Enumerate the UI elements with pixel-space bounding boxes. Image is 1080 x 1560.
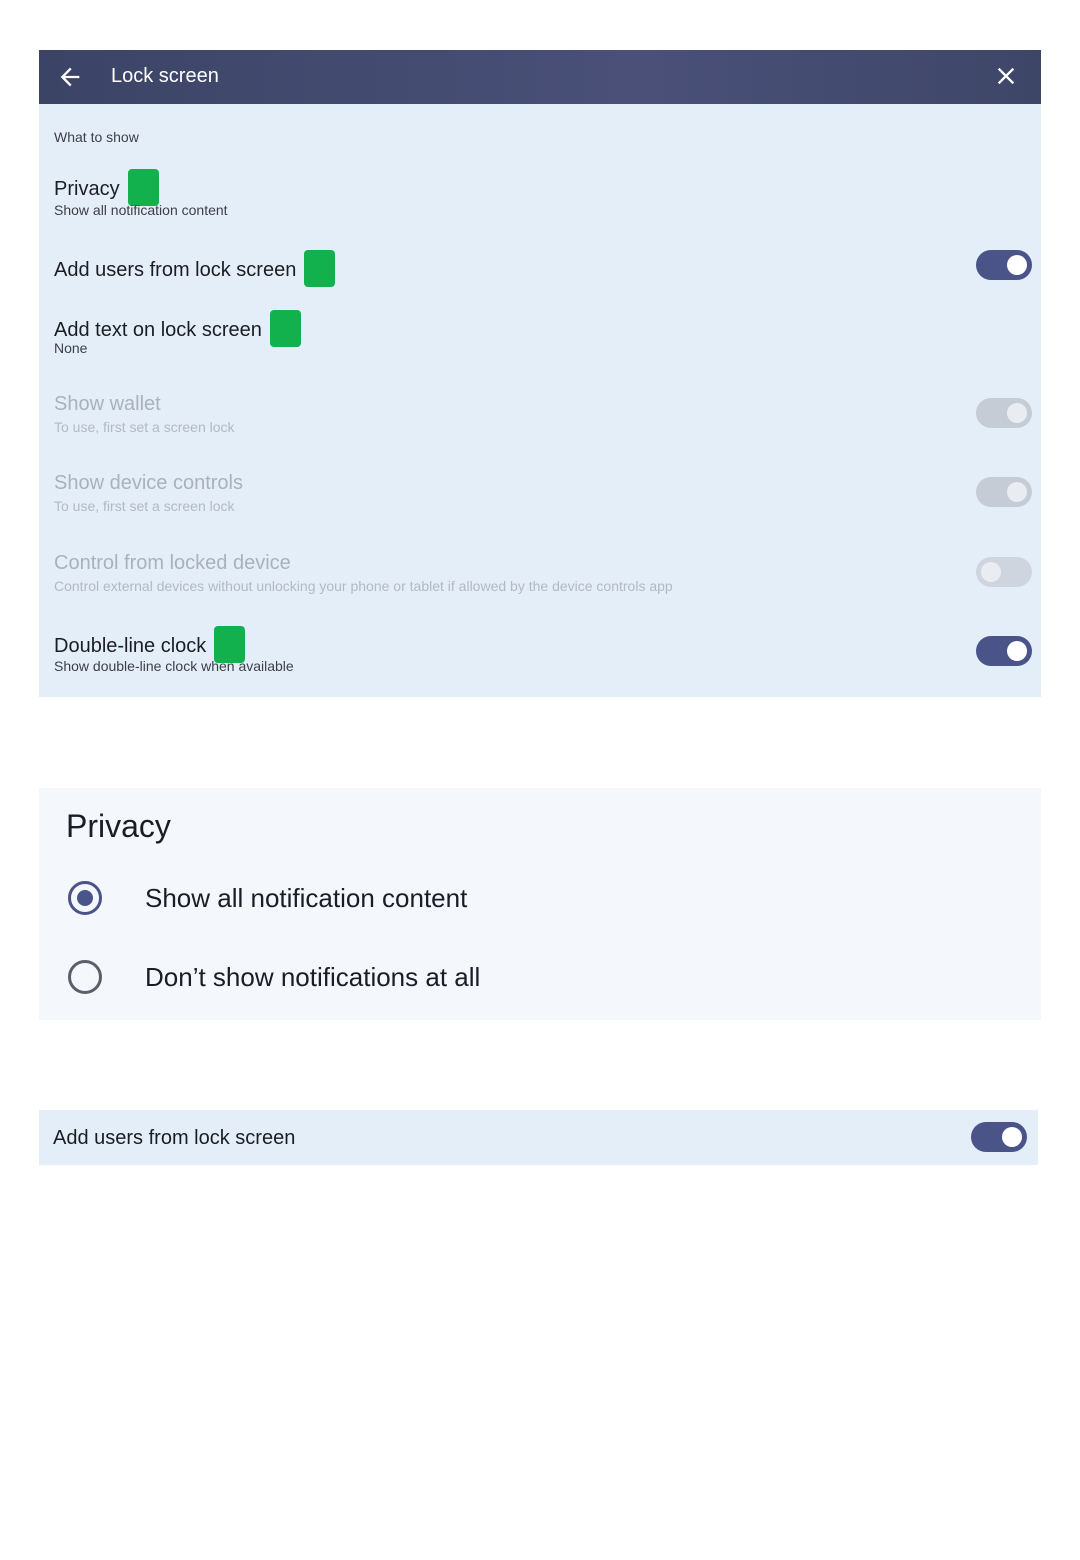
page-title: Lock screen (111, 65, 219, 87)
app-bar (39, 50, 1041, 104)
dialog-title: Privacy (66, 808, 171, 844)
lock-screen-settings-panel (39, 50, 1041, 697)
setting-subtitle: To use, first set a screen lock (54, 498, 235, 514)
option-dont-show[interactable] (66, 947, 966, 1007)
add-users-toggle[interactable] (976, 250, 1032, 280)
setting-title: Control from locked device (54, 552, 291, 574)
double-line-clock-toggle[interactable] (976, 636, 1032, 666)
device-controls-setting (39, 468, 1041, 520)
radio-selected[interactable] (68, 881, 102, 915)
double-line-clock-setting[interactable] (39, 616, 1041, 678)
add-text-setting[interactable] (39, 306, 1041, 362)
option-show-all[interactable] (66, 868, 966, 928)
setting-subtitle: None (54, 340, 88, 356)
close-icon[interactable] (992, 62, 1020, 90)
radio-unselected[interactable] (68, 960, 102, 994)
add-users-row[interactable] (39, 1110, 1038, 1165)
setting-title: Show wallet (54, 393, 161, 415)
setting-title: Show device controls (54, 472, 243, 494)
arrow-left-icon[interactable] (56, 63, 84, 91)
show-wallet-toggle (976, 398, 1032, 428)
highlight-marker (270, 310, 301, 347)
control-locked-toggle (976, 557, 1032, 587)
setting-subtitle: Control external devices without unlocking your phone or tablet if allowed by the device controls app (54, 578, 673, 594)
device-controls-toggle (976, 477, 1032, 507)
setting-title: Add users from lock screen (54, 258, 297, 281)
section-label: What to show (54, 129, 139, 145)
setting-subtitle: Show all notification content (54, 202, 228, 218)
option-label: Show all notification content (145, 883, 468, 913)
highlight-marker (304, 250, 335, 287)
setting-subtitle: To use, first set a screen lock (54, 419, 235, 435)
setting-title: Add users from lock screen (53, 1127, 296, 1149)
setting-title: Double-line clock (54, 634, 207, 657)
privacy-setting[interactable] (39, 160, 1041, 222)
add-users-setting[interactable] (39, 243, 1041, 287)
control-locked-device-setting (39, 548, 1041, 600)
setting-subtitle: Show double-line clock when available (54, 658, 294, 674)
option-label: Don’t show notifications at all (145, 962, 481, 992)
privacy-dialog (39, 788, 1041, 1020)
setting-title: Add text on lock screen (54, 318, 262, 341)
setting-title: Privacy (54, 177, 120, 200)
show-wallet-setting (39, 389, 1041, 441)
add-users-toggle[interactable] (971, 1122, 1027, 1152)
